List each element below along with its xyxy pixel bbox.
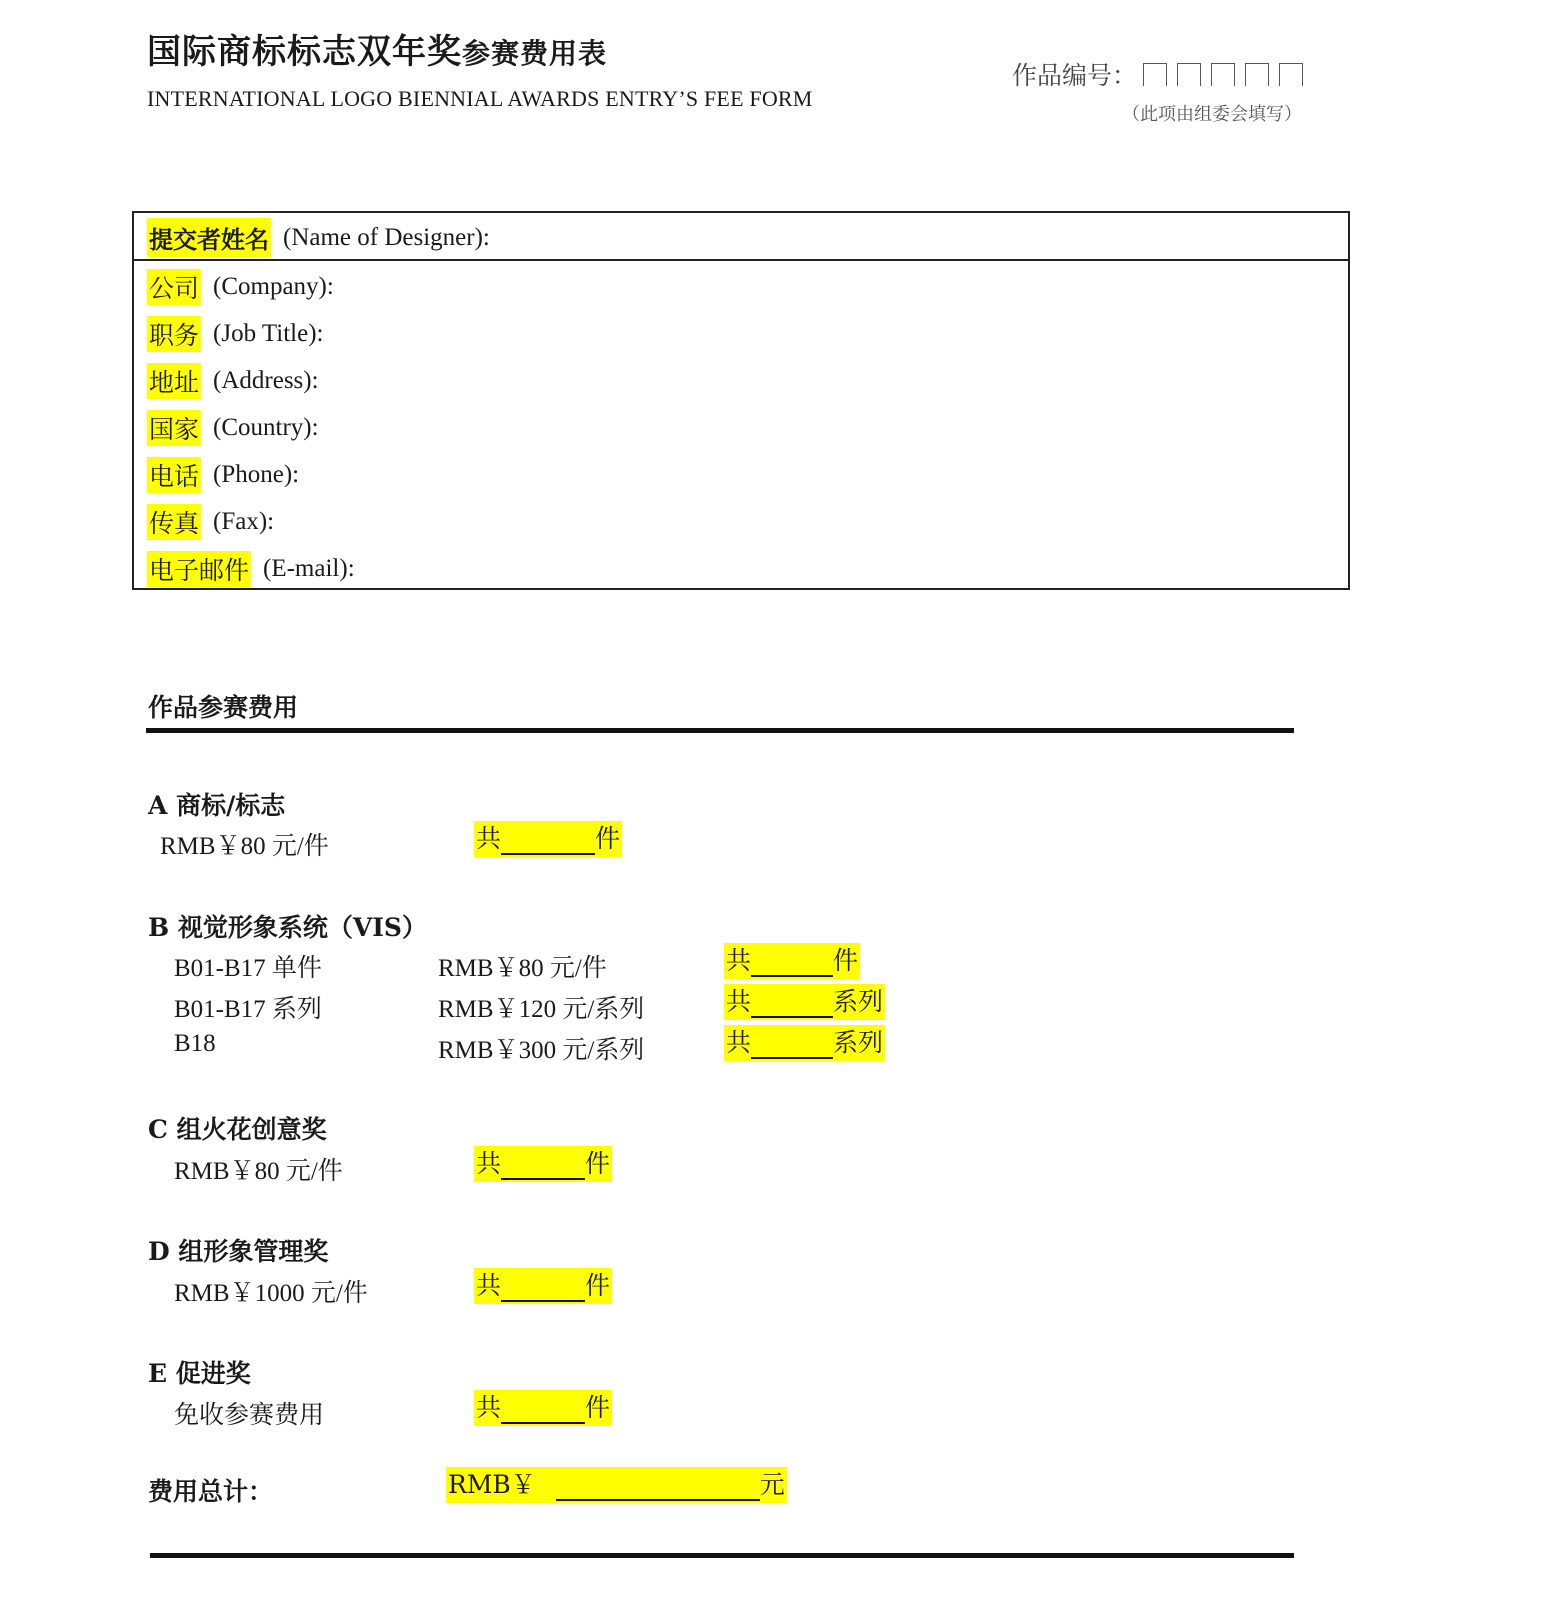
category-d-price: RMB￥1000 元/件	[174, 1280, 368, 1307]
fax-label-cn: 传真	[147, 504, 201, 540]
entry-number-box[interactable]	[1245, 63, 1269, 86]
count-blank[interactable]	[501, 1274, 585, 1302]
count-unit: 件	[833, 946, 859, 975]
fax-field[interactable]	[147, 504, 274, 540]
category-b-row-price: RMB￥80 元/件	[438, 955, 607, 982]
section-divider	[146, 728, 1294, 733]
category-c-price: RMB￥80 元/件	[174, 1158, 343, 1185]
count-unit: 件	[585, 1149, 611, 1178]
address-label-cn: 地址	[147, 363, 201, 399]
category-c-count[interactable]	[474, 1146, 612, 1182]
fee-section-title: 作品参赛费用	[148, 693, 299, 722]
total-amount-blank[interactable]	[556, 1473, 760, 1501]
category-e-count[interactable]	[474, 1390, 612, 1426]
job-title-label-cn: 职务	[147, 316, 201, 352]
entry-number-label: 作品编号：	[1012, 61, 1138, 90]
entry-number-boxes	[1143, 63, 1303, 86]
category-c-title: C 组火花创意奖	[148, 1115, 327, 1144]
count-unit: 件	[595, 824, 621, 853]
job-title-label-en: (Job Title):	[213, 320, 324, 347]
entry-number-box[interactable]	[1177, 63, 1201, 86]
phone-label-cn: 电话	[147, 457, 201, 493]
email-label-en: (E-mail):	[263, 555, 355, 582]
count-unit: 系列	[833, 1028, 884, 1057]
form-title-cn	[147, 24, 607, 73]
form-title-suffix: 参赛费用表	[462, 37, 608, 70]
entry-number	[1012, 56, 1303, 92]
category-e-title: E 促进奖	[148, 1359, 251, 1388]
count-prefix: 共	[476, 1271, 502, 1300]
total-currency: RMB￥	[448, 1470, 536, 1499]
count-blank[interactable]	[751, 990, 833, 1018]
designer-name-row	[134, 213, 1348, 261]
address-label-en: (Address):	[213, 367, 319, 394]
total-unit: 元	[759, 1470, 785, 1499]
count-prefix: 共	[476, 824, 502, 853]
category-b-row-price: RMB￥120 元/系列	[438, 996, 645, 1023]
company-label-en: (Company):	[213, 273, 334, 300]
form-title-en: INTERNATIONAL LOGO BIENNIAL AWARDS ENTRY’S FEE FORM	[147, 86, 813, 111]
category-b-title: B 视觉形象系统（VIS）	[148, 913, 427, 942]
job-title-field[interactable]	[147, 316, 323, 352]
designer-name-field[interactable]	[147, 218, 490, 257]
category-b-row-price: RMB￥300 元/系列	[438, 1037, 645, 1064]
email-label-cn: 电子邮件	[147, 551, 251, 587]
country-label-cn: 国家	[147, 410, 201, 446]
category-d-title: D 组形象管理奖	[148, 1237, 329, 1266]
company-field[interactable]	[147, 269, 334, 305]
count-unit: 件	[585, 1393, 611, 1422]
category-b-row-code: B01-B17 系列	[174, 996, 322, 1023]
category-b-row-code: B18	[174, 1030, 216, 1057]
phone-label-en: (Phone):	[213, 461, 300, 488]
count-unit: 件	[585, 1271, 611, 1300]
country-field[interactable]	[147, 410, 319, 446]
form-title-main: 国际商标标志双年奖	[147, 32, 462, 72]
bottom-divider	[150, 1553, 1294, 1558]
total-amount-field[interactable]	[446, 1467, 787, 1503]
company-label-cn: 公司	[147, 269, 201, 305]
phone-field[interactable]	[147, 457, 299, 493]
count-prefix: 共	[726, 1028, 752, 1057]
entry-number-box[interactable]	[1143, 63, 1167, 86]
count-blank[interactable]	[501, 827, 595, 855]
category-e-price: 免收参赛费用	[174, 1402, 325, 1429]
count-blank[interactable]	[751, 949, 833, 977]
entry-number-box[interactable]	[1279, 63, 1303, 86]
count-prefix: 共	[726, 987, 752, 1016]
count-blank[interactable]	[501, 1152, 585, 1180]
total-label: 费用总计：	[148, 1477, 274, 1506]
entry-number-note: （此项由组委会填写）	[1122, 104, 1302, 125]
count-blank[interactable]	[751, 1031, 833, 1059]
designer-name-label-en: (Name of Designer):	[283, 223, 490, 251]
designer-info-box	[132, 211, 1350, 590]
category-a-count[interactable]	[474, 821, 622, 857]
email-field[interactable]	[147, 551, 355, 587]
entry-number-box[interactable]	[1211, 63, 1235, 86]
category-b-row-code: B01-B17 单件	[174, 955, 322, 982]
category-d-count[interactable]	[474, 1268, 612, 1304]
count-prefix: 共	[476, 1149, 502, 1178]
country-label-en: (Country):	[213, 414, 319, 441]
category-b18-count[interactable]	[724, 1025, 885, 1061]
category-b-single-count[interactable]	[724, 943, 860, 979]
count-prefix: 共	[476, 1393, 502, 1422]
category-b-series-count[interactable]	[724, 984, 885, 1020]
count-unit: 系列	[833, 987, 884, 1016]
fax-label-en: (Fax):	[213, 508, 275, 535]
category-a-price: RMB￥80 元/件	[160, 833, 329, 860]
designer-name-label-cn: 提交者姓名	[147, 218, 271, 257]
category-a-title: A 商标/标志	[148, 791, 286, 820]
count-blank[interactable]	[501, 1396, 585, 1424]
count-prefix: 共	[726, 946, 752, 975]
address-field[interactable]	[147, 363, 319, 399]
